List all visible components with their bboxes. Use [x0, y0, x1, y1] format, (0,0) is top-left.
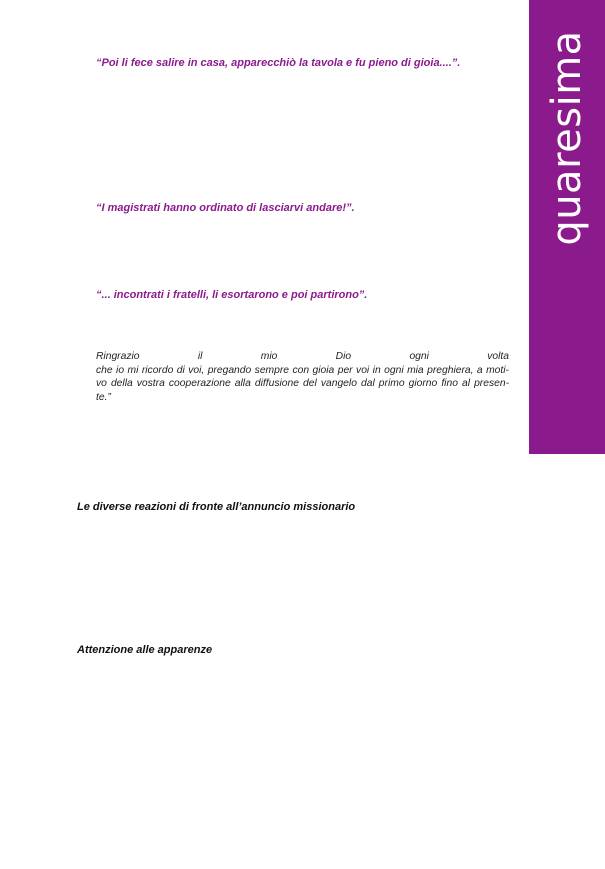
quote-1: “Poi li fece salire in casa, apparecchiò la tavola e fu pieno di gioia....”.	[96, 57, 461, 69]
passage-line: te.”	[96, 391, 111, 403]
passage-line: vo della vostra cooperazione alla diffusione del vangelo dal primo giorno fino al presen-	[96, 378, 509, 389]
passage-line: che io mi ricordo di voi, pregando sempre con gioia per voi in ogni mia preghiera, a moti-	[96, 364, 509, 376]
scripture-passage	[96, 350, 509, 404]
quote-3: “... incontrati i fratelli, li esortarono e poi partirono”.	[96, 289, 368, 301]
passage-line: Ringrazio il mio Dio ogni volta	[96, 351, 509, 362]
section-heading: Attenzione alle apparenze	[77, 644, 213, 656]
section-tab	[529, 0, 605, 454]
section-heading: Le diverse reazioni di fronte all’annuncio missionario	[77, 501, 356, 513]
section-tab-label: quaresima	[544, 30, 590, 246]
quote-2: “I magistrati hanno ordinato di lasciarvi andare!”.	[96, 202, 355, 214]
